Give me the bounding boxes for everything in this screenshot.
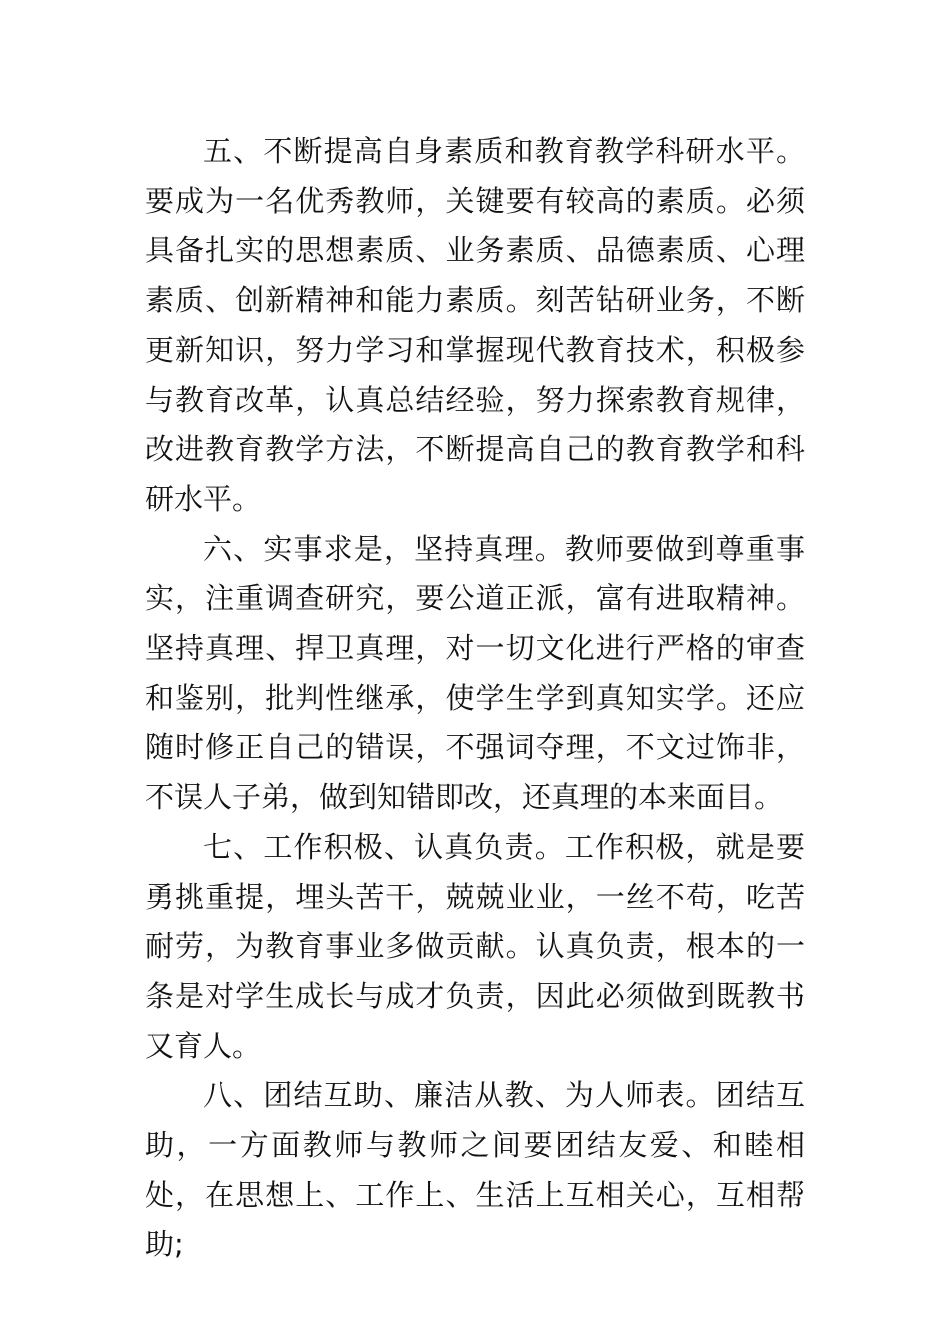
paragraph-5: 五、不断提高自身素质和教育教学科研水平。要成为一名优秀教师，关键要有较高的素质。必须具备扎实的思想素质、业务素质、品德素质、心理素质、创新精神和能力素质。刻苦钻研业务，不断更新知识，努力学习和掌握现代教育技术，积极参与教育改革，认真总结经验，努力探索教育规律，改进教育教学方法，不断提高自己的教育教学和科研水平。 — [145, 134, 805, 516]
document-body — [145, 127, 805, 1270]
paragraph-6: 六、实事求是，坚持真理。教师要做到尊重事实，注重调查研究，要公道正派，富有进取精神。坚持真理、捍卫真理，对一切文化进行严格的审查和鉴别，批判性继承，使学生学到真知实学。还应随时修正自己的错误，不强词夺理，不文过饰非，不误人子弟，做到知错即改，还真理的本来面目。 — [145, 531, 805, 815]
paragraph-7: 七、工作积极、认真负责。工作积极，就是要勇挑重提，埋头苦干，兢兢业业，一丝不苟，吃苦耐劳，为教育事业多做贡献。认真负责，根本的一条是对学生成长与成才负责，因此必须做到既教书又育人。 — [145, 829, 805, 1063]
paragraph-8: 八、团结互助、廉洁从教、为人师表。团结互助，一方面教师与教师之间要团结友爱、和睦相处，在思想上、工作上、生活上互相关心，互相帮助; — [145, 1078, 805, 1262]
